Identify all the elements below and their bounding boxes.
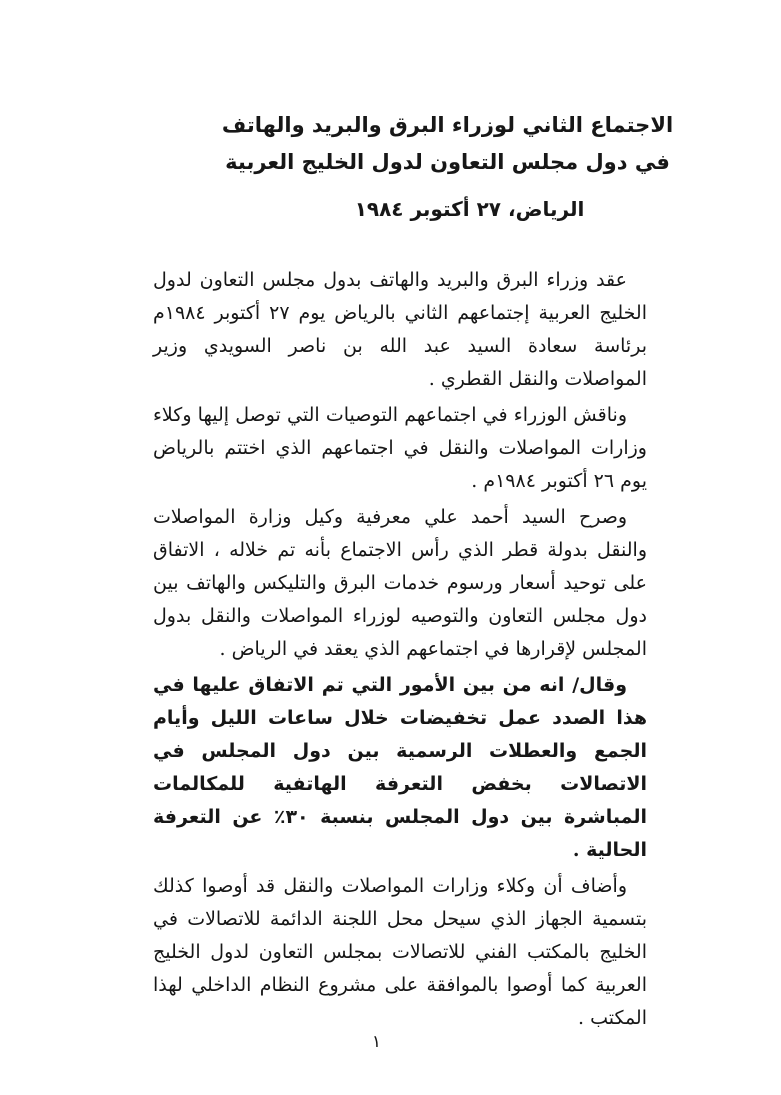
document-body [153, 264, 647, 1038]
document-title-line-2: في دول مجلس التعاون لدول الخليج العربية [225, 149, 670, 174]
document-dateline: الرياض، ٢٧ أكتوبر ١٩٨٤ [354, 197, 585, 221]
document-title-line-1: الاجتماع الثاني لوزراء البرق والبريد والهاتف [221, 112, 674, 137]
page-number: ١ [371, 1032, 382, 1052]
paragraph-4: وقال/ انه من بين الأمور التي تم الاتفاق عليها في هذا الصدد عمل تخفيضات خلال ساعات الليل وأيام الجمع والعطلات الرسمية بين دول المجلس في الاتصالات بخفض التعرفة الهاتفية للمكالمات المباشرة بين دول المجلس بنسبة ٣٠٪ عن التعرفة الحالية . [153, 674, 647, 861]
document-header [205, 106, 690, 221]
document-footer [0, 1032, 781, 1052]
paragraph-5: وأضاف أن وكلاء وزارات المواصلات والنقل قد أوصوا كذلك بتسمية الجهاز الذي سيحل محل اللجنة الدائمة للاتصالات في الخليج بالمكتب الفني للاتصالات بمجلس التعاون لدول الخليج العربية كما أوصوا بالموافقة على مشروع النظام الداخلي لهذا المكتب . [153, 875, 647, 1029]
paragraph-1: عقد وزراء البرق والبريد والهاتف بدول مجلس التعاون لدول الخليج العربية إجتماعهم الثاني بالرياض يوم ٢٧ أكتوبر ١٩٨٤م برئاسة سعادة السيد عبد الله بن ناصر السويدي وزير المواصلات والنقل القطري . [153, 269, 647, 390]
paragraph-2: وناقش الوزراء في اجتماعهم التوصيات التي توصل إليها وكلاء وزارات المواصلات والنقل في اجتماعهم الذي اختتم بالرياض يوم ٢٦ أكتوبر ١٩٨٤م . [153, 404, 647, 492]
paragraph-3: وصرح السيد أحمد علي معرفية وكيل وزارة المواصلات والنقل بدولة قطر الذي رأس الاجتماع بأنه تم خلاله ، الاتفاق على توحيد أسعار ورسوم خدمات البرق والتليكس والهاتف بين دول مجلس التعاون والتوصيه لوزراء المواصلات والنقل بدول المجلس لإقرارها في اجتماعهم الذي يعقد في الرياض . [153, 506, 647, 660]
